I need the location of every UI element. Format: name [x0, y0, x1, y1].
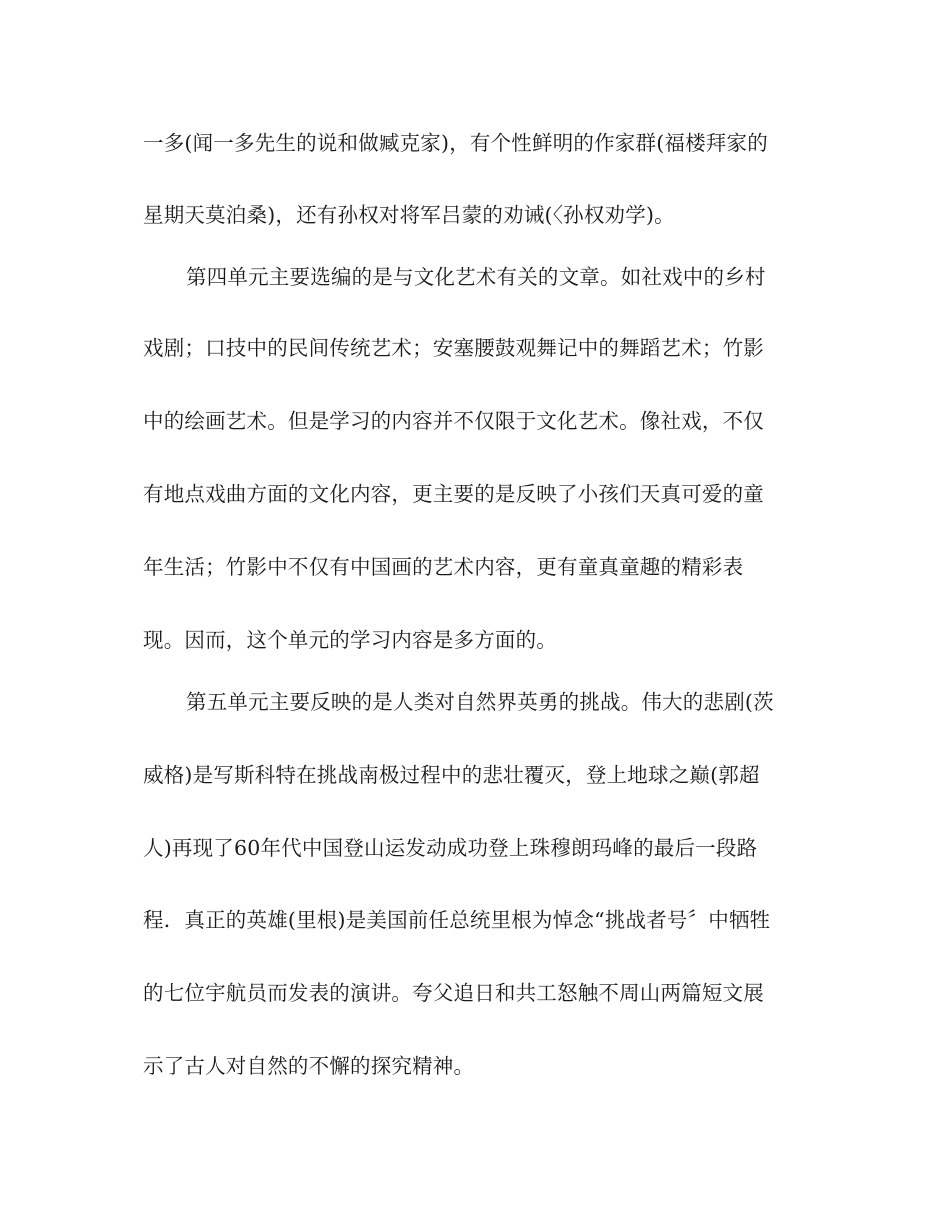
text-line: 人)再现了60年代中国登山运发动成功登上珠穆朗玛峰的最后一段路: [143, 836, 758, 860]
text-line: 年生活；竹影中不仅有中国画的艺术内容，更有童真童趣的精彩表: [143, 555, 744, 579]
text-line: 的七位宇航员而发表的演讲。夸父追日和共工怒触不周山两篇短文展: [143, 981, 764, 1005]
text-line: 程．真正的英雄(里根)是美国前任总统里根为悼念“挑战者号〞中牺牲: [143, 908, 771, 932]
text-line: 威格)是写斯科特在挑战南极过程中的悲壮覆灭，登上地球之巅(郭超: [143, 763, 760, 787]
text-line: 现。因而，这个单元的学习内容是多方面的。: [143, 628, 557, 652]
text-line: 中的绘画艺术。但是学习的内容并不仅限于文化艺术。像社戏，不仅: [143, 409, 764, 433]
text-line: 有地点戏曲方面的文化内容，更主要的是反映了小孩们天真可爱的童: [143, 482, 764, 506]
text-line: 示了古人对自然的不懈的探究精神。: [143, 1054, 475, 1078]
paragraph-start-line: 第四单元主要选编的是与文化艺术有关的文章。如社戏中的乡村: [186, 265, 766, 289]
text-line: 一多(闻一多先生的说和做臧克家)，有个性鲜明的作家群(福楼拜家的: [143, 131, 768, 155]
text-line: 星期天莫泊桑)，还有孙权对将军吕蒙的劝诫(〈孙权劝学)。: [143, 203, 675, 227]
paragraph-start-line: 第五单元主要反映的是人类对自然界英勇的挑战。伟大的悲剧(茨: [186, 690, 774, 714]
text-line: 戏剧；口技中的民间传统艺术；安塞腰鼓观舞记中的舞蹈艺术；竹影: [143, 336, 764, 360]
